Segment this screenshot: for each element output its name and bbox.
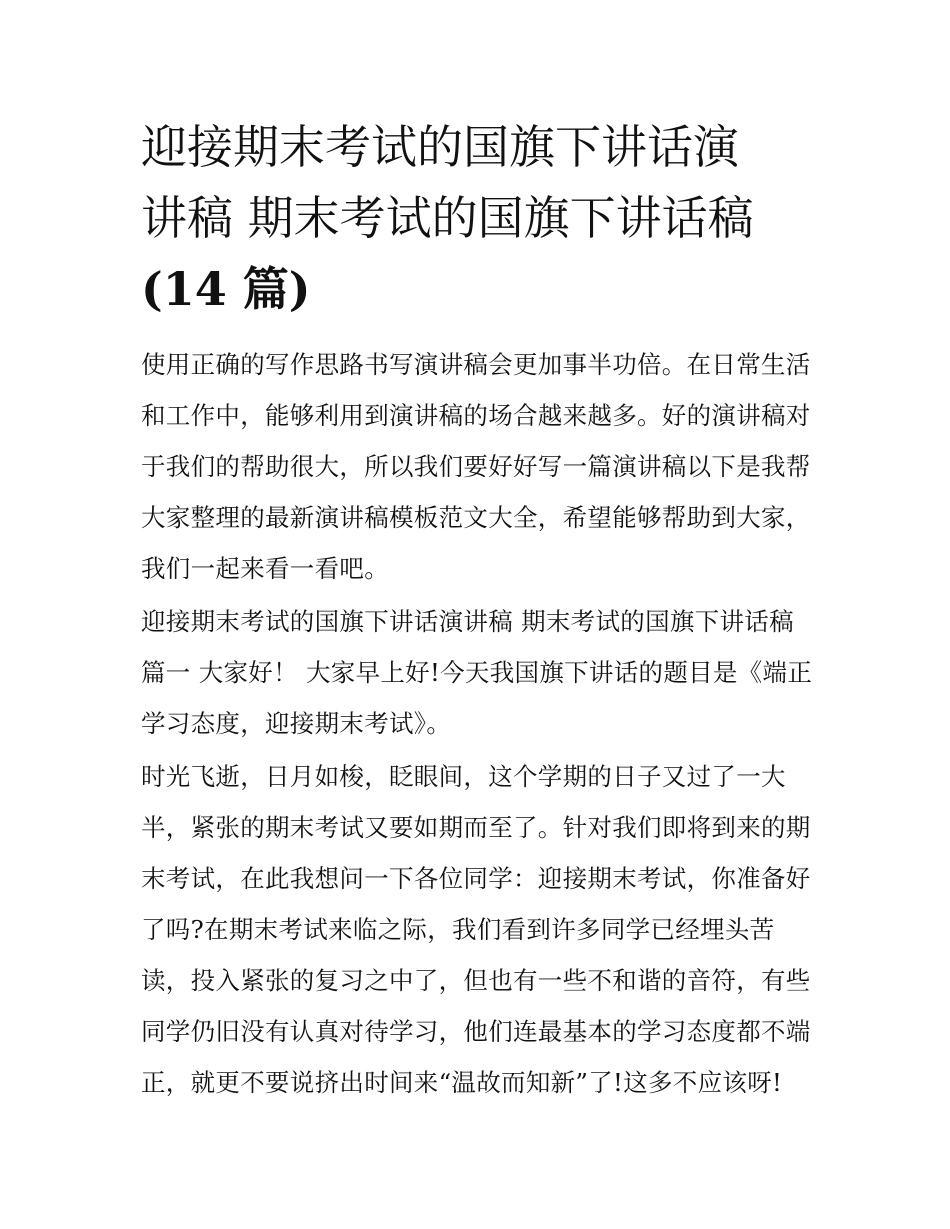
- text-line: 迎接期末考试的国旗下讲话演讲稿 期末考试的国旗下讲话稿: [141, 607, 794, 636]
- document-page: [141, 112, 813, 1108]
- text-line: 时光飞逝，日月如梭，眨眼间，这个学期的日子又过了一大: [141, 762, 786, 791]
- title-article-count: (14 篇): [141, 262, 311, 316]
- text-line: 了吗?在期末考试来临之际，我们看到许多同学已经埋头苦: [141, 915, 775, 944]
- text-line: 和工作中，能够利用到演讲稿的场合越来越多。好的演讲稿对: [141, 401, 811, 430]
- text-line: 末考试，在此我想问一下各位同学：迎接期末考试，你准备好: [141, 864, 811, 893]
- text-line: 同学仍旧没有认真对待学习，他们连最基本的学习态度都不端: [141, 1017, 811, 1046]
- speech-heading-paragraph: [141, 596, 813, 749]
- text-line: 半，紧张的期末考试又要如期而至了。针对我们即将到来的期: [141, 813, 811, 842]
- text-line: 读，投入紧张的复习之中了，但也有一些不和谐的音符，有些: [141, 966, 811, 995]
- text-line: 学习态度，迎接期末考试》。: [141, 709, 452, 738]
- text-line: 于我们的帮助很大，所以我们要好好写一篇演讲稿以下是我帮: [141, 452, 811, 481]
- intro-paragraph: [141, 339, 813, 594]
- title-line: 迎接期末考试的国旗下讲话演: [141, 120, 739, 174]
- text-line: 正，就更不要说挤出时间来“温故而知新”了!这多不应该呀!: [141, 1068, 783, 1097]
- text-line: 大家整理的最新演讲稿模板范文大全，希望能够帮助到大家，: [141, 503, 811, 532]
- text-line: 使用正确的写作思路书写演讲稿会更加事半功倍。在日常生活: [141, 350, 811, 379]
- document-title: [141, 112, 813, 325]
- body-paragraph: [141, 751, 813, 1108]
- title-line: 讲稿 期末考试的国旗下讲话稿: [141, 191, 754, 245]
- text-line: 篇一 大家好！ 大家早上好!今天我国旗下讲话的题目是《端正: [141, 658, 813, 687]
- text-line: 我们一起来看一看吧。: [141, 554, 389, 583]
